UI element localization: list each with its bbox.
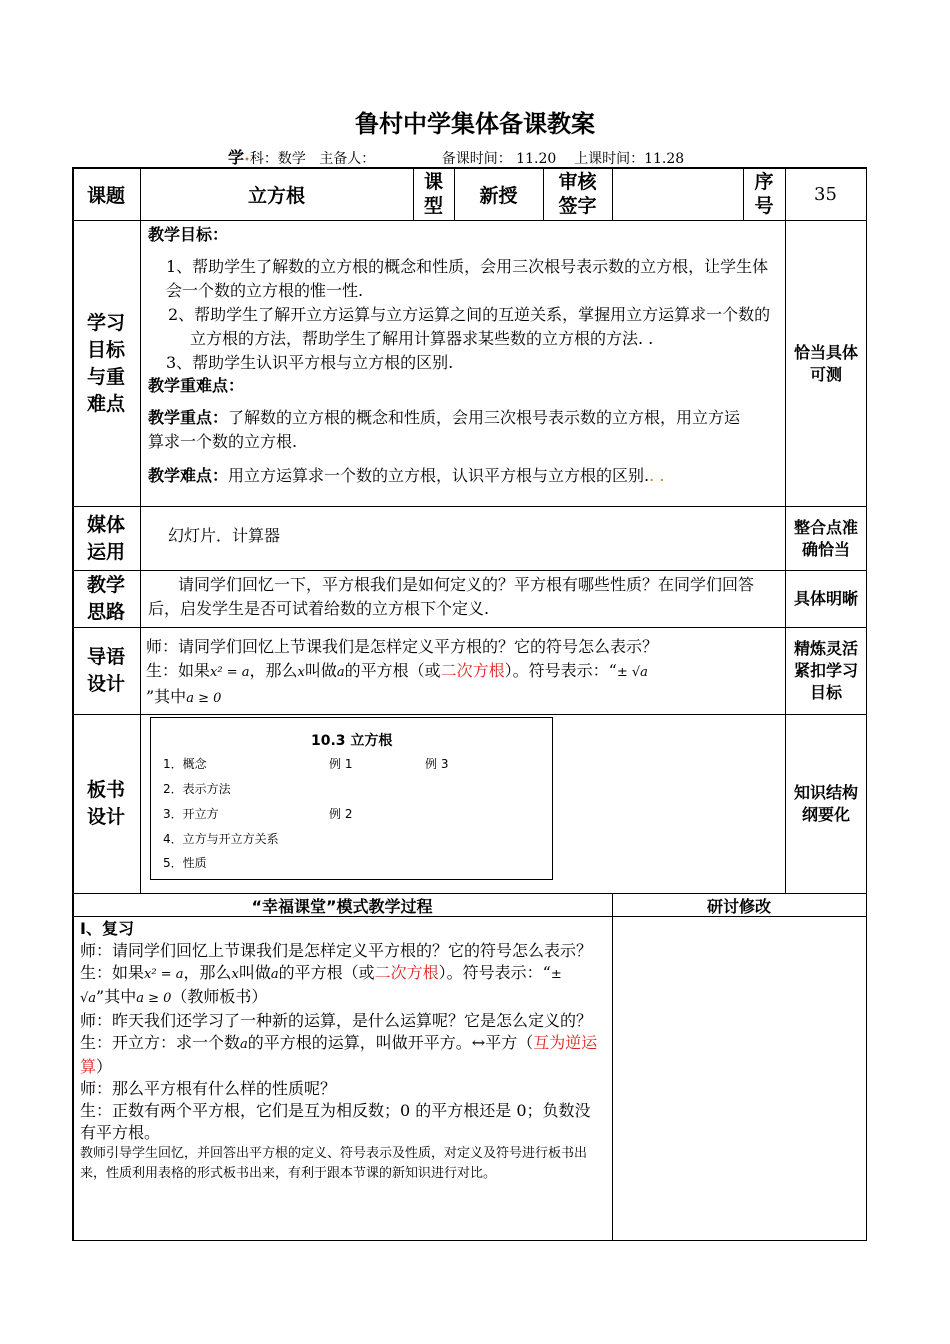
goal-item-1 [148,255,780,303]
seq-label-1: 序 [754,171,774,193]
intro-text: ”其中 [146,687,187,706]
goal-item-3: 3、帮助学生认识平方根与立方根的区别. [166,353,454,372]
intro-text: 的平方根（或 [344,661,441,680]
subject: 科：数学 [249,151,306,167]
goals-content [148,224,780,488]
intro-line-1: 师：请同学们回忆上节课我们是怎样定义平方根的？它的符号怎么表示？ [146,637,659,656]
board-label-line: 设计 [86,806,125,828]
topic-value: 立方根 [247,184,305,207]
process-p5: 师：那么平方根有什么样的性质呢？ [80,1079,337,1098]
class-time: 上课时间：11.28 [574,151,685,167]
board-example-1: 例 1 [329,757,353,771]
goals-heading: 教学目标： [148,225,229,244]
intro-text: 生：如果 [146,661,211,680]
board-example-3: 例 3 [425,757,449,771]
process-text: （教师板书） [171,987,268,1006]
intro-pm-sqrt: ± √a [616,665,648,680]
intro-text: ）。符号表示：“ [504,661,617,680]
process-pm-sqrt: ± √a [80,967,562,1006]
board-remark: 知识结构纲要化 [793,783,858,824]
board-row: 1．概念 [163,757,207,771]
diff-text: 用立方运算求一个数的立方根，认识平方根与立方根的区别. [228,466,650,485]
intro-cond: a ≥ 0 [186,691,222,706]
difficult-point [148,464,780,488]
intro-content [146,635,782,711]
seq-value: 35 [814,183,837,205]
process-p2 [80,962,606,1010]
dot-mark: • [244,155,250,166]
seq-label [743,170,785,220]
revision-area [613,917,866,1240]
process-var-a: a [240,1037,248,1052]
process-text: 叫做 [238,963,271,982]
subject-prefix: 学 [228,148,245,167]
key-text: 了解数的立方根的概念和性质，会用三次根号表示数的立方根，用立方运算求一个数的立方根. [148,408,741,451]
preparer: 主备人： [319,151,376,167]
board-label-line: 板书 [86,779,125,801]
process-red-term: 互为逆运算 [80,1033,598,1076]
review-section: Ⅰ、复习 [80,919,134,938]
board-row: 3．开立方 [163,807,219,821]
intro-text: ，那么 [249,661,298,680]
revision-header: 研讨修改 [706,896,771,916]
process-cond: a ≥ 0 [136,991,172,1006]
type-label-1: 课 [423,171,443,193]
thinking-label-line: 思路 [86,601,125,623]
type-label [413,170,454,220]
process-content [80,918,606,1184]
review-signature [612,168,743,220]
intro-label [72,628,140,714]
type-value: 新授 [479,184,518,207]
process-text: 生：如果 [80,963,145,982]
process-p6: 生：正数有两个平方根，它们是互为相反数；0 的平方根还是 0；负数没有平方根。 [80,1101,591,1142]
intro-var-a: a [336,665,345,680]
intro-label-line: 设计 [86,673,125,695]
process-header: “幸福课堂”模式教学过程 [251,896,433,916]
process-p4 [80,1032,606,1078]
board-row: 2．表示方法 [163,782,231,796]
meta-line [228,145,684,168]
media-text: 幻灯片．计算器 [168,526,281,545]
page-title: 鲁村中学集体备课教案 [355,110,595,138]
process-text: ）。符号表示：“ [438,963,551,982]
process-text: 生：开立方：求一个数 [80,1033,241,1052]
intro-red-term: 二次方根 [440,661,505,680]
thinking-remark: 具体明晰 [793,589,858,608]
review-label [543,170,612,220]
intro-label-line: 导语 [86,646,125,668]
prep-time: 备课时间： 11.20 [441,151,557,167]
board-label [72,715,140,893]
goals-label-line: 与重 [86,365,125,388]
goals-label-line: 目标 [86,338,125,361]
process-p7: 教师引导学生回忆，并回答出平方根的定义、符号表示及性质，对定义及符号进行板书出来，性质利用表格的形式板书出来，有利于跟本节课的新知识进行对比。 [80,1146,588,1181]
intro-line-2 [146,659,782,685]
diff-dots: . . [649,466,665,485]
key-point [148,406,780,454]
process-text: 的平方根（或 [278,963,375,982]
media-label-line: 媒体 [86,513,125,536]
process-text: 的平方根的运算，叫做开平方。↔平方（ [247,1033,534,1052]
review-label-2: 签字 [558,195,597,217]
board-row: 5．性质 [163,856,207,870]
key-label: 教学重点： [148,408,229,427]
goals-label [72,221,140,506]
goal-item-2-text: 2、帮助学生了解开立方运算与立方运算之间的互逆关系，掌握用立方运算求一个数的立方根的方法，帮助学生了解用计算器求某些数的立方根的方法. . [168,305,771,348]
intro-var-x: x [297,665,305,680]
board-row: 4．立方与开立方关系 [163,832,279,846]
intro-line-3 [146,685,782,711]
goal-item-1-text: 1、帮助学生了解数的立方根的概念和性质，会用三次根号表示数的立方根，让学生体会一个数的立方根的惟一性. [166,257,769,300]
process-var-a: a [270,967,279,982]
board-title: 10.3 立方根 [311,733,393,749]
intro-remark: 精炼灵活紧扣学习目标 [793,639,858,702]
process-text: ，那么 [183,963,232,982]
thinking-label-line: 教学 [86,574,125,596]
goals-remark: 恰当具体可测 [793,342,858,384]
type-label-2: 型 [423,195,443,217]
goals-label-line: 难点 [86,392,125,415]
key-heading: 教学重难点： [148,376,245,395]
process-p3: 师：昨天我们还学习了一种新的运算，是什么运算呢？它是怎么定义的？ [80,1011,593,1030]
media-label [72,507,140,570]
topic-label: 课题 [86,184,125,207]
thinking-text: 请同学们回忆一下，平方根我们是如何定义的？平方根有哪些性质？在同学们回答后，启发学生是否可试着给数的立方根下个定义. [148,575,755,618]
media-remark: 整合点准确恰当 [793,517,858,559]
board-example-2: 例 2 [329,807,353,821]
board-design-box [150,717,553,880]
process-p1: 师：请同学们回忆上节课我们是怎样定义平方根的？它的符号怎么表示？ [80,941,593,960]
media-label-line: 运用 [86,540,125,563]
process-text: ”其中 [96,987,137,1006]
thinking-label [72,571,140,627]
process-text: ） [96,1057,113,1076]
seq-label-2: 号 [754,195,774,217]
review-label-1: 审核 [558,171,597,193]
goal-item-2 [148,303,780,351]
goals-label-line: 学习 [86,311,125,334]
intro-text: 叫做 [304,661,337,680]
process-red-term: 二次方根 [374,963,439,982]
process-eq: x² = a [144,967,184,982]
intro-eq: x² = a [210,665,250,680]
diff-label: 教学难点： [148,466,229,485]
process-var-x: x [231,967,239,982]
